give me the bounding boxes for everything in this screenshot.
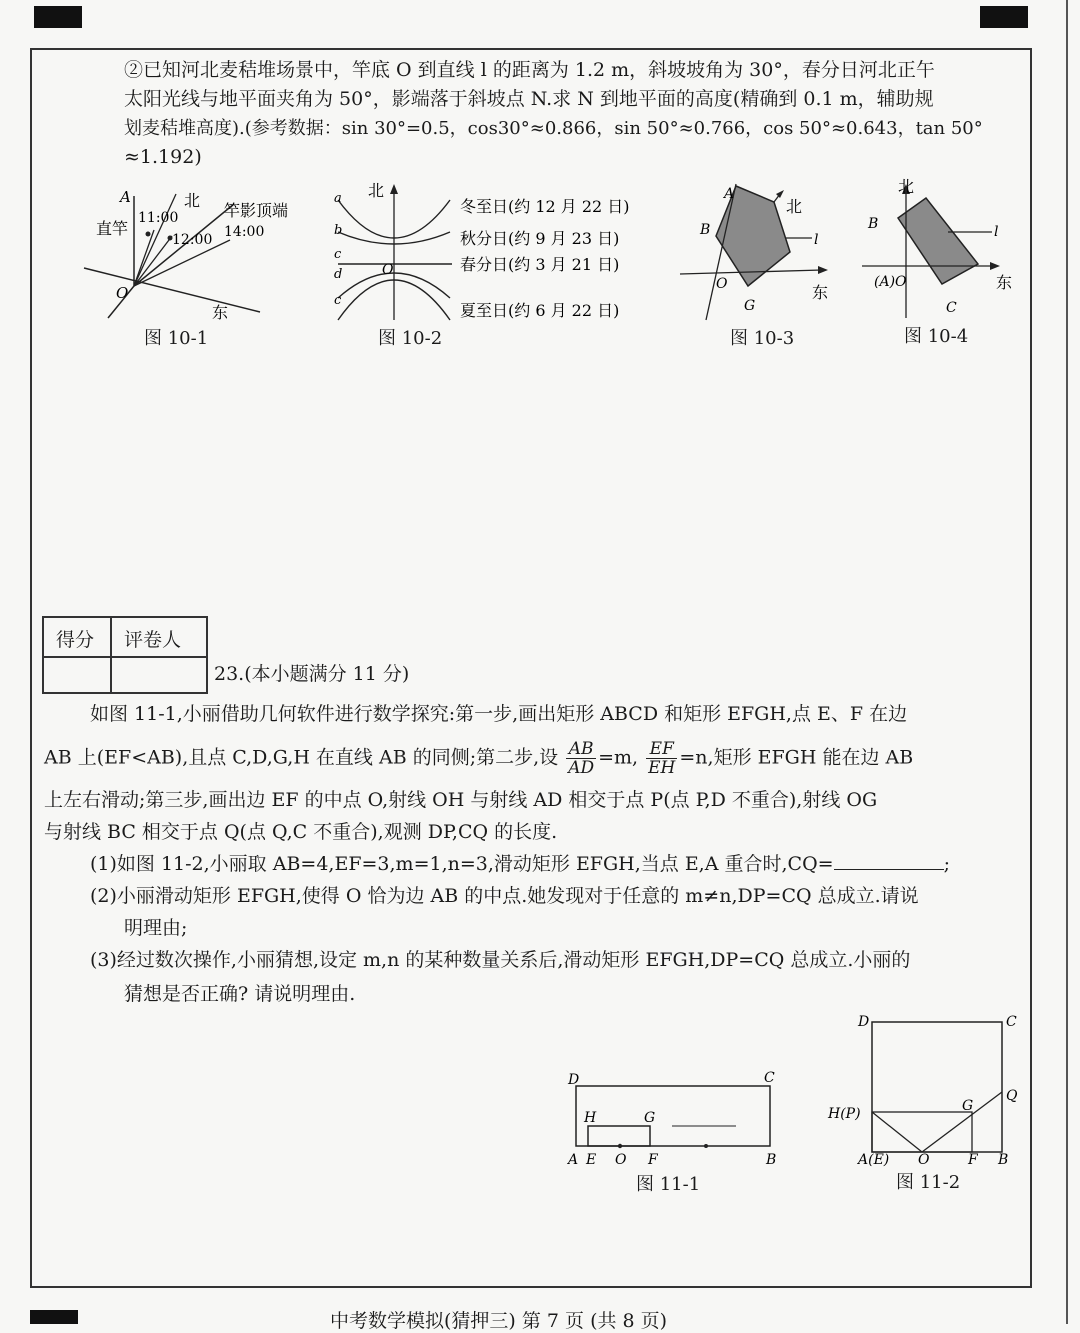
answer-blank-cq[interactable] [834, 851, 944, 870]
fraction-ef-eh [646, 740, 677, 777]
fig10-4-label-C: C [946, 300, 957, 316]
fig10-2-label-a: a [334, 191, 342, 206]
fig10-2-summer: 夏至日(约 6 月 22 日) [460, 301, 620, 320]
fraction-ab-ad-num: AB [566, 740, 596, 759]
fig11-2-label-O: O [918, 1152, 930, 1168]
corner-mark-left [34, 6, 82, 28]
q22-line3: 划麦秸堆高度).(参考数据：sin 30°=0.5，cos30°≈0.866，sin 50°≈0.766，cos 50°≈0.643，tan 50° [124, 118, 983, 139]
q23-eq-n: =n,矩形 EFGH 能在边 AB [679, 746, 914, 769]
q23-sub-3a: (3)经过数次操作,小丽猜想,设定 m,n 的某种数量关系后,滑动矩形 EFGH,DP=CQ 总成立.小丽的 [90, 949, 911, 971]
q23-sub-2a: (2)小丽滑动矩形 EFGH,使得 O 恰为边 AB 的中点.她发现对于任意的 m≠n,DP=CQ 总成立.请说 [90, 885, 919, 907]
score-table [42, 616, 208, 694]
score-table-divider-h [44, 656, 206, 658]
fig10-4-label-l: l [994, 224, 999, 240]
fig10-3-label-O: O [716, 276, 728, 292]
fig10-2-label-c: c [334, 247, 342, 262]
fig10-3-label-north: 北 [786, 197, 803, 216]
fig11-2-label-G: G [962, 1098, 974, 1114]
fig10-2-label-b: b [334, 223, 343, 238]
fig10-4-label-AO: (A)O [874, 274, 907, 290]
fig10-4-label-east: 东 [996, 273, 1013, 292]
fig11-2-label-C: C [1006, 1014, 1017, 1030]
footer-mark-left [30, 1310, 78, 1324]
q23-sub-3b: 猜想是否正确? 请说明理由. [124, 983, 356, 1005]
q23-sub-2b: 明理由; [124, 917, 188, 939]
fig11-1-label-H: H [584, 1110, 597, 1126]
fig10-1-label-t3: 14:00 [224, 224, 265, 240]
fig10-3-label-B: B [700, 222, 711, 238]
fig10-3-label-east: 东 [812, 283, 829, 302]
q23-sub-1-text: (1)如图 11-2,小丽取 AB=4,EF=3,m=1,n=3,滑动矩形 EFGH,当点 E,A 重合时,CQ= [90, 853, 834, 875]
fraction-ab-ad [566, 740, 596, 777]
q23-sub-1-end: ; [943, 853, 950, 875]
fig11-2-label-HP: H(P) [828, 1106, 861, 1122]
figure-10-1 [80, 182, 289, 327]
fig10-3-label-G: G [744, 298, 756, 314]
fig11-1-label-G: G [644, 1110, 656, 1126]
fig10-2-spring: 春分日(约 3 月 21 日) [460, 255, 620, 274]
caption-10-2: 图 10-2 [378, 328, 443, 349]
grader-label: 评卷人 [124, 629, 182, 651]
figure-10-2 [328, 180, 658, 326]
q23-sub-1 [90, 850, 950, 879]
caption-10-3: 图 10-3 [730, 328, 795, 349]
fig11-2-label-Q: Q [1006, 1088, 1018, 1104]
fig10-1-label-east: 东 [212, 303, 229, 322]
page-edge-line [1066, 0, 1068, 1324]
fig10-3-label-l: l [814, 232, 819, 248]
fraction-ab-ad-den: AD [568, 758, 595, 778]
caption-11-2: 图 11-2 [896, 1172, 961, 1193]
fig11-2-label-F: F [968, 1152, 978, 1168]
fraction-ef-eh-num: EF [646, 740, 677, 759]
fraction-ef-eh-den: EH [648, 758, 676, 778]
q23-para-2 [44, 740, 913, 777]
corner-mark-right [980, 6, 1028, 28]
fig10-4-label-B: B [868, 216, 879, 232]
fig10-2-label-north: 北 [368, 181, 385, 200]
fig10-1-label-tip: 竿影顶端 [224, 201, 289, 220]
fig10-2-label-d: d [334, 267, 343, 282]
fig10-2-label-e: c [334, 293, 342, 308]
q22-line2: 太阳光线与地平面夹角为 50°，影端落于斜坡点 N.求 N 到地平面的高度(精确到 0.1 m，辅助规 [124, 88, 934, 110]
q23-para-1: 如图 11-1,小丽借助几何软件进行数学探究:第一步,画出矩形 ABCD 和矩形 EFGH,点 E、F 在边 [90, 703, 908, 725]
figure-10-3 [676, 180, 846, 324]
q22-line4: ≈1.192) [124, 146, 202, 168]
page-footer: 中考数学模拟(猜押三) 第 7 页 (共 8 页) [330, 1310, 668, 1332]
fig11-2-label-B: B [998, 1152, 1009, 1168]
fig11-1-label-O: O [615, 1152, 627, 1168]
score-table-divider-v [110, 618, 112, 692]
q23-para-4: 与射线 BC 相交于点 Q(点 Q,C 不重合),观测 DP,CQ 的长度. [44, 821, 558, 843]
q23-para-2-a: AB 上(EF<AB),且点 C,D,G,H 在直线 AB 的同侧;第二步,设 [44, 746, 559, 769]
q23-para-3: 上左右滑动;第三步,画出边 EF 的中点 O,射线 OH 与射线 AD 相交于点 P(点 P,D 不重合),射线 OG [44, 789, 878, 811]
fig11-1-label-D: D [568, 1072, 580, 1088]
fig11-1-label-B: B [766, 1152, 777, 1168]
caption-10-1: 图 10-1 [144, 328, 209, 349]
figure-11-2 [826, 1008, 1026, 1166]
figure-11-1 [560, 1066, 790, 1170]
caption-11-1: 图 11-1 [636, 1174, 701, 1195]
fig11-2-label-AE: A(E) [858, 1152, 890, 1168]
fig10-3-label-A: A [724, 186, 735, 202]
fig11-1-label-C: C [764, 1070, 775, 1086]
fig10-1-label-A: A [120, 188, 131, 206]
caption-10-4: 图 10-4 [904, 326, 969, 347]
q22-line1: ②已知河北麦秸堆场景中，竿底 O 到直线 l 的距离为 1.2 m，斜坡坡角为 30°，春分日河北正午 [124, 59, 935, 81]
figure-10-4 [858, 178, 1028, 322]
fig10-1-label-t2: 12:00 [172, 232, 213, 248]
fig11-1-label-A: A [568, 1152, 579, 1168]
fig11-1-label-E: E [586, 1152, 597, 1168]
fig10-4-label-north: 北 [898, 177, 915, 196]
fig10-2-autumn: 秋分日(约 9 月 23 日) [460, 229, 620, 248]
fig11-1-label-F: F [648, 1152, 658, 1168]
fig10-1-label-pole: 直竿 [96, 219, 129, 238]
fig11-2-label-D: D [858, 1014, 870, 1030]
fig10-1-label-t1: 11:00 [138, 210, 179, 226]
fig10-2-label-O: O [382, 262, 394, 278]
fig10-1-label-O: O [116, 284, 129, 302]
score-label: 得分 [56, 629, 95, 651]
q23-eq-m: =m, [598, 746, 639, 769]
q23-header: 23.(本小题满分 11 分) [214, 663, 410, 685]
fig10-1-label-north: 北 [184, 191, 201, 210]
fig10-2-winter: 冬至日(约 12 月 22 日) [460, 197, 630, 216]
